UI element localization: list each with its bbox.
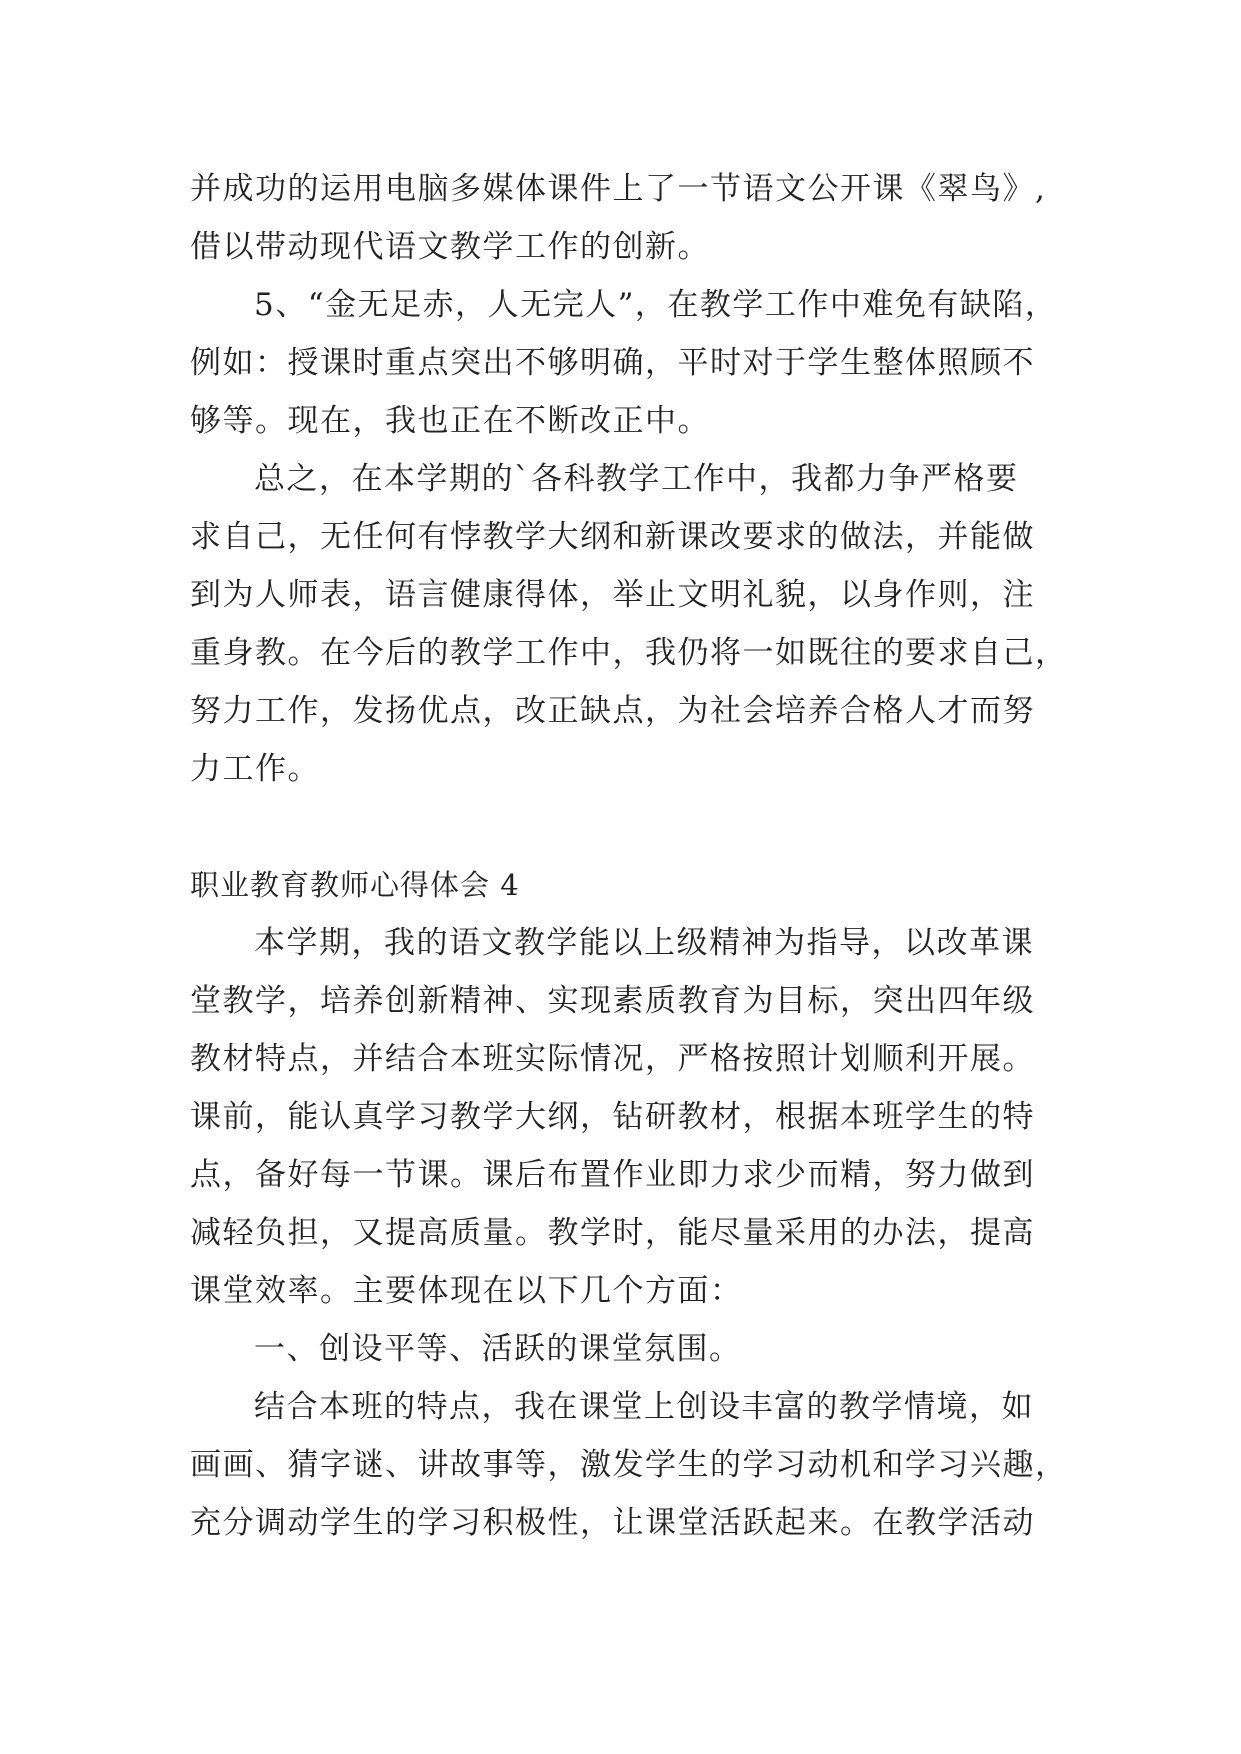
section-gap: [190, 798, 1070, 856]
text-line: 重身教。在今后的教学工作中，我仍将一如既往的要求自己，: [190, 635, 1068, 671]
text-line: 一、创设平等、活跃的课堂氛围。: [254, 1331, 742, 1367]
text-line: 充分调动学生的学习积极性，让课堂活跃起来。在教学活动: [190, 1505, 1035, 1541]
document-body: [190, 160, 1070, 1552]
text-line: 画画、猜字谜、讲故事等，激发学生的学习动机和学习兴趣，: [190, 1447, 1068, 1483]
text-line: 够等。现在，我也正在不断改正中。: [190, 403, 710, 439]
text-line: 例如：授课时重点突出不够明确，平时对于学生整体照顾不: [190, 345, 1035, 381]
text-line: 教材特点，并结合本班实际情况，严格按照计划顺利开展。: [190, 1041, 1035, 1077]
section-heading: 职业教育教师心得体会 4: [190, 868, 520, 902]
text-line: 到为人师表，语言健康得体，举止文明礼貌，以身作则，注: [190, 577, 1035, 613]
text-line: 求自己，无任何有悖教学大纲和新课改要求的做法，并能做: [190, 519, 1035, 555]
text-line: 课前，能认真学习教学大纲，钻研教材，根据本班学生的特: [190, 1099, 1035, 1135]
text-line: 借以带动现代语文教学工作的创新。: [190, 229, 710, 265]
text-line: 总之，在本学期的`各科教学工作中，我都力争严格要: [254, 461, 1019, 497]
text-line: 努力工作，发扬优点，改正缺点，为社会培养合格人才而努: [190, 693, 1035, 729]
text-line: 力工作。: [190, 751, 320, 787]
text-line: 结合本班的特点，我在课堂上创设丰富的教学情境，如: [254, 1389, 1034, 1425]
text-line: 课堂效率。主要体现在以下几个方面：: [190, 1273, 743, 1309]
text-line: 本学期，我的语文教学能以上级精神为指导，以改革课: [254, 925, 1034, 961]
text-line: 减轻负担，又提高质量。教学时，能尽量采用的办法，提高: [190, 1215, 1035, 1251]
text-line: 5、“金无足赤，人无完人”，在教学工作中难免有缺陷，: [254, 287, 1058, 323]
text-line: 堂教学，培养创新精神、实现素质教育为目标，突出四年级: [190, 983, 1035, 1019]
text-line: 点，备好每一节课。课后布置作业即力求少而精，努力做到: [190, 1157, 1035, 1193]
text-line: 并成功的运用电脑多媒体课件上了一节语文公开课《翠鸟》,: [190, 171, 1047, 207]
